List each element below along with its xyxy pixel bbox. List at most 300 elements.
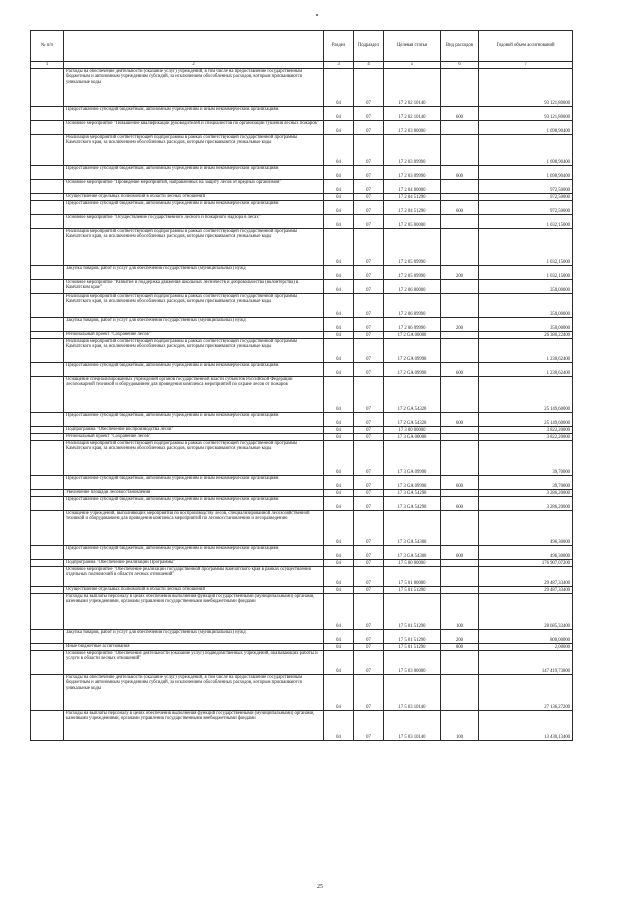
target-article-code: 17 3 GA 54290: [384, 490, 441, 497]
target-article-code: 17 3 GA 54290: [384, 497, 441, 511]
target-article-code: 17 3 GA 09990: [384, 441, 441, 476]
table-row: [31, 434, 573, 441]
expense-type-code: [441, 294, 479, 318]
column-number: 5: [384, 62, 441, 69]
razdel-code: 04: [324, 546, 354, 560]
podrazdel-code: 07: [354, 201, 384, 215]
column-number: 3: [324, 62, 354, 69]
item-name: Осуществление отдельных полномочий в области лесных отношений: [64, 194, 324, 201]
item-name: Реализация мероприятий соответствующей подпрограммы в рамках соответствующей государственной программы Камчатского края, за исключением обособленных расходов, которым присваиваются уникальные коды: [64, 294, 324, 318]
table-row: [31, 69, 573, 107]
target-article-code: 17 2 GA 09990: [384, 339, 441, 363]
podrazdel-code: 07: [354, 651, 384, 675]
podrazdel-code: 07: [354, 215, 384, 229]
expense-type-code: 600: [441, 201, 479, 215]
razdel-code: 04: [324, 441, 354, 476]
item-name: Основное мероприятие "Обеспечение деятельности (оказание услуг) подведомственных учреждений, оказывающих работы и услуги в области лесных отношений": [64, 651, 324, 675]
header-razdel: Раздел: [324, 31, 354, 62]
expense-type-code: [441, 427, 479, 434]
podrazdel-code: 07: [354, 587, 384, 594]
target-article-code: 17 5 03 00000: [384, 651, 441, 675]
item-name: Иные бюджетные ассигнования: [64, 644, 324, 651]
target-article-code: 17 2 03 09990: [384, 166, 441, 180]
table-row: [31, 363, 573, 377]
expense-type-code: [441, 434, 479, 441]
num-cell: [31, 294, 64, 318]
expense-type-code: 600: [441, 166, 479, 180]
item-name: Расходы на обеспечение деятельности (оказание услуг) учреждений, в том числе на предоставление государственным бюджетным и автономным учреждениям субсидий, за исключением обособленных расходов, которым присваиваются уникальные коды: [64, 69, 324, 107]
column-number: 7: [479, 62, 573, 69]
podrazdel-code: 07: [354, 339, 384, 363]
expense-type-code: [441, 587, 479, 594]
num-cell: [31, 441, 64, 476]
item-name: Предоставление субсидий бюджетным, автономным учреждениям и иным некоммерческим организациям: [64, 546, 324, 560]
num-cell: [31, 490, 64, 497]
annual-amount: 176 907,07200: [479, 560, 573, 567]
annual-amount: 93 121,80000: [479, 107, 573, 121]
table-row: [31, 651, 573, 675]
razdel-code: 04: [324, 194, 354, 201]
razdel-code: 04: [324, 135, 354, 166]
annual-amount: 1 230,62400: [479, 363, 573, 377]
num-cell: [31, 630, 64, 644]
annual-amount: 800,00000: [479, 630, 573, 644]
razdel-code: 04: [324, 476, 354, 490]
item-name: Увеличение площади лесовосстановления: [64, 490, 324, 497]
table-row: [31, 229, 573, 266]
item-name: Предоставление субсидий бюджетным, автономным учреждениям и иным некоммерческим организациям: [64, 363, 324, 377]
target-article-code: 17 3 GA 54300: [384, 511, 441, 546]
target-article-code: 17 2 05 00000: [384, 215, 441, 229]
podrazdel-code: 07: [354, 294, 384, 318]
num-cell: [31, 377, 64, 413]
num-cell: [31, 567, 64, 587]
annual-amount: 28 685,33400: [479, 594, 573, 630]
item-name: Расходы на обеспечение деятельности (оказание услуг) учреждений, в том числе на предоставление государственным бюджетным и автономным учреждениям субсидий, за исключением обособленных расходов, которым присваиваются уникальные коды: [64, 675, 324, 711]
podrazdel-code: 07: [354, 434, 384, 441]
num-cell: [31, 427, 64, 434]
header-num: № п/п: [31, 31, 64, 62]
razdel-code: 04: [324, 201, 354, 215]
column-number: 2: [64, 62, 324, 69]
podrazdel-code: 07: [354, 546, 384, 560]
table-row: [31, 332, 573, 339]
table-row: [31, 180, 573, 194]
razdel-code: 04: [324, 560, 354, 567]
table-row: [31, 266, 573, 280]
table-row: [31, 441, 573, 476]
item-name: Предоставление субсидий бюджетным, автономным учреждениям и иным некоммерческим организациям: [64, 413, 324, 427]
table-row: [31, 318, 573, 332]
podrazdel-code: 07: [354, 332, 384, 339]
num-cell: [31, 434, 64, 441]
target-article-code: 17 5 01 51290: [384, 594, 441, 630]
num-cell: [31, 363, 64, 377]
annual-amount: 350,00000: [479, 280, 573, 294]
table-row: [31, 476, 573, 490]
razdel-code: 04: [324, 651, 354, 675]
annual-amount: 39,70000: [479, 476, 573, 490]
item-name: Предоставление субсидий бюджетным, автономным учреждениям и иным некоммерческим организациям: [64, 107, 324, 121]
table-row: [31, 194, 573, 201]
annual-amount: 13 430,13400: [479, 711, 573, 741]
header-target-article: Целевая статья: [384, 31, 441, 62]
table-row: [31, 166, 573, 180]
annual-amount: 496,30000: [479, 546, 573, 560]
num-cell: [31, 644, 64, 651]
target-article-code: 17 3 00 00000: [384, 427, 441, 434]
target-article-code: 17 2 04 51290: [384, 194, 441, 201]
table-row: [31, 215, 573, 229]
target-article-code: 17 2 03 09990: [384, 135, 441, 166]
annual-amount: 26 380,22400: [479, 332, 573, 339]
razdel-code: 04: [324, 413, 354, 427]
target-article-code: 17 2 06 00000: [384, 280, 441, 294]
target-article-code: 17 3 GA 00000: [384, 434, 441, 441]
item-name: Региональный проект "Сохранение лесов": [64, 434, 324, 441]
num-cell: [31, 69, 64, 107]
expense-type-code: [441, 194, 479, 201]
item-name: Основное мероприятие "Повышение квалификации руководителей и специалистов по организации тушения лесных пожаров": [64, 121, 324, 135]
item-name: Закупка товаров, работ и услуг для обеспечения государственных (муниципальных) нужд: [64, 318, 324, 332]
num-cell: [31, 711, 64, 741]
razdel-code: 04: [324, 363, 354, 377]
razdel-code: 04: [324, 121, 354, 135]
annual-amount: 350,00000: [479, 294, 573, 318]
target-article-code: 17 5 03 10140: [384, 711, 441, 741]
razdel-code: 04: [324, 711, 354, 741]
annual-amount: 25 149,60000: [479, 377, 573, 413]
expense-type-code: 200: [441, 318, 479, 332]
table-row: [31, 107, 573, 121]
annual-amount: 1 698,90400: [479, 166, 573, 180]
razdel-code: 04: [324, 427, 354, 434]
podrazdel-code: 07: [354, 476, 384, 490]
table-row: [31, 201, 573, 215]
item-name: Расходы на выплаты персоналу в целях обеспечения выполнения функций государственными (муниципальными) органами, казенными учреждениями, органами управления государственными внебюджетными фондами: [64, 711, 324, 741]
column-number: 6: [441, 62, 479, 69]
num-cell: [31, 413, 64, 427]
num-cell: [31, 266, 64, 280]
target-article-code: 17 2 05 09990: [384, 266, 441, 280]
razdel-code: 04: [324, 69, 354, 107]
podrazdel-code: 07: [354, 511, 384, 546]
table-row: [31, 675, 573, 711]
annual-amount: 1 032,15000: [479, 266, 573, 280]
target-article-code: 17 5 01 51290: [384, 630, 441, 644]
expense-type-code: [441, 651, 479, 675]
razdel-code: 04: [324, 180, 354, 194]
podrazdel-code: 07: [354, 377, 384, 413]
razdel-code: 04: [324, 107, 354, 121]
razdel-code: 04: [324, 630, 354, 644]
expense-type-code: [441, 675, 479, 711]
podrazdel-code: 07: [354, 594, 384, 630]
razdel-code: 04: [324, 339, 354, 363]
razdel-code: 04: [324, 377, 354, 413]
annual-amount: 972,50000: [479, 180, 573, 194]
annual-amount: 27 136,27200: [479, 675, 573, 711]
podrazdel-code: 07: [354, 266, 384, 280]
item-name: Предоставление субсидий бюджетным, автономным учреждениям и иным некоммерческим организациям: [64, 166, 324, 180]
target-article-code: 17 5 01 51290: [384, 644, 441, 651]
annual-amount: 3 286,20000: [479, 497, 573, 511]
razdel-code: 04: [324, 166, 354, 180]
target-article-code: 17 2 GA 54320: [384, 413, 441, 427]
annual-amount: 350,00000: [479, 318, 573, 332]
num-cell: [31, 135, 64, 166]
expense-type-code: [441, 121, 479, 135]
column-number: 1: [31, 62, 64, 69]
expense-type-code: [441, 332, 479, 339]
annual-amount: 93 121,80000: [479, 69, 573, 107]
razdel-code: 04: [324, 490, 354, 497]
table-row: [31, 511, 573, 546]
annual-amount: 1 698,90400: [479, 121, 573, 135]
podrazdel-code: 07: [354, 427, 384, 434]
item-name: Основное мероприятие "Осуществление государственного лесного и пожарного надзора в лесах": [64, 215, 324, 229]
annual-amount: 3 286,20000: [479, 490, 573, 497]
annual-amount: 3 822,20000: [479, 427, 573, 434]
expense-type-code: [441, 490, 479, 497]
expense-type-code: [441, 135, 479, 166]
expense-type-code: 600: [441, 497, 479, 511]
table-row: [31, 490, 573, 497]
expense-type-code: 600: [441, 413, 479, 427]
podrazdel-code: 07: [354, 180, 384, 194]
expense-type-code: [441, 567, 479, 587]
num-cell: [31, 546, 64, 560]
item-name: Основное мероприятие "Обеспечение реализации государственной программы Камчатского края в рамках осуществления отдельных полномочий в области лесных отношений": [64, 567, 324, 587]
table-row: [31, 567, 573, 587]
header-podrazdel: Подраздел: [354, 31, 384, 62]
item-name: Предоставление субсидий бюджетным, автономным учреждениям и иным некоммерческим организациям: [64, 497, 324, 511]
num-cell: [31, 651, 64, 675]
table-body: [31, 69, 573, 741]
target-article-code: 17 5 00 00000: [384, 560, 441, 567]
expense-type-code: 200: [441, 266, 479, 280]
num-cell: [31, 511, 64, 546]
scan-speck: [316, 14, 318, 16]
expense-type-code: [441, 180, 479, 194]
razdel-code: 04: [324, 644, 354, 651]
item-name: Предоставление субсидий бюджетным, автономным учреждениям и иным некоммерческим организациям: [64, 476, 324, 490]
table-row: [31, 280, 573, 294]
item-name: Оснащение учреждений, выполняющих мероприятия по воспроизводству лесов, специализированной лесохозяйственной техникой и оборудованием для проведения комплекса мероприятий по лесовосстановлению и лесоразведению: [64, 511, 324, 546]
razdel-code: 04: [324, 280, 354, 294]
num-cell: [31, 121, 64, 135]
item-name: Закупка товаров, работ и услуг для обеспечения государственных (муниципальных) нужд: [64, 266, 324, 280]
column-number: 4: [354, 62, 384, 69]
podrazdel-code: 07: [354, 711, 384, 741]
annual-amount: 147 419,73800: [479, 651, 573, 675]
expense-type-code: 600: [441, 546, 479, 560]
expense-type-code: [441, 441, 479, 476]
podrazdel-code: 07: [354, 413, 384, 427]
podrazdel-code: 07: [354, 441, 384, 476]
podrazdel-code: 07: [354, 490, 384, 497]
annual-amount: 1 032,15000: [479, 215, 573, 229]
razdel-code: 04: [324, 434, 354, 441]
annual-amount: 1 032,15000: [479, 229, 573, 266]
annual-amount: 25 149,60000: [479, 413, 573, 427]
num-cell: [31, 107, 64, 121]
expense-type-code: [441, 377, 479, 413]
razdel-code: 04: [324, 215, 354, 229]
podrazdel-code: 07: [354, 135, 384, 166]
target-article-code: 17 2 GA 54320: [384, 377, 441, 413]
item-name: Оснащение специализированных учреждений органов государственной власти субъектов Российской Федерации лесопожарной техникой и оборудованием для проведения комплекса мероприятий по охране лесов от пожаров: [64, 377, 324, 413]
num-cell: [31, 339, 64, 363]
annual-amount: 3 822,20000: [479, 434, 573, 441]
item-name: Реализация мероприятий соответствующей подпрограммы в рамках соответствующей государственной программы Камчатского края, за исключением обособленных расходов, которым присваиваются уникальные коды: [64, 441, 324, 476]
annual-amount: 29 487,33400: [479, 567, 573, 587]
expense-type-code: [441, 339, 479, 363]
item-name: Реализация мероприятий соответствующей подпрограммы в рамках соответствующей государственной программы Камчатского края, за исключением обособленных расходов, которым присваиваются уникальные коды: [64, 339, 324, 363]
target-article-code: 17 2 05 09990: [384, 229, 441, 266]
num-cell: [31, 318, 64, 332]
table-row: [31, 546, 573, 560]
num-cell: [31, 587, 64, 594]
header-expense-type: Вид расходов: [441, 31, 479, 62]
item-name: Основное мероприятие "Развитие и поддержка движения школьных лесничеств и добровольчества (волонтерства) в Камчатском крае": [64, 280, 324, 294]
podrazdel-code: 07: [354, 630, 384, 644]
podrazdel-code: 07: [354, 280, 384, 294]
target-article-code: 17 2 GA 00000: [384, 332, 441, 339]
expense-type-code: [441, 229, 479, 266]
podrazdel-code: 07: [354, 229, 384, 266]
annual-amount: 29 487,33400: [479, 587, 573, 594]
target-article-code: 17 2 03 00000: [384, 121, 441, 135]
budget-table-sheet: [30, 30, 573, 741]
podrazdel-code: 07: [354, 318, 384, 332]
table-row: [31, 711, 573, 741]
table-row: [31, 294, 573, 318]
podrazdel-code: 07: [354, 567, 384, 587]
num-cell: [31, 332, 64, 339]
item-name: Региональный проект "Сохранение лесов": [64, 332, 324, 339]
podrazdel-code: 07: [354, 194, 384, 201]
razdel-code: 04: [324, 294, 354, 318]
target-article-code: 17 2 04 00000: [384, 180, 441, 194]
item-name: Осуществление отдельных полномочий в области лесных отношений: [64, 587, 324, 594]
podrazdel-code: 07: [354, 107, 384, 121]
table-row: [31, 121, 573, 135]
target-article-code: 17 2 02 10140: [384, 107, 441, 121]
expense-type-code: [441, 280, 479, 294]
annual-amount: 972,50000: [479, 194, 573, 201]
razdel-code: 04: [324, 587, 354, 594]
razdel-code: 04: [324, 567, 354, 587]
target-article-code: 17 2 GA 09990: [384, 363, 441, 377]
table-row: [31, 594, 573, 630]
target-article-code: 17 3 GA 09990: [384, 476, 441, 490]
target-article-code: 17 2 04 51290: [384, 201, 441, 215]
podrazdel-code: 07: [354, 121, 384, 135]
expense-type-code: [441, 560, 479, 567]
razdel-code: 04: [324, 511, 354, 546]
podrazdel-code: 07: [354, 560, 384, 567]
num-cell: [31, 201, 64, 215]
target-article-code: 17 2 06 09990: [384, 318, 441, 332]
table-row: [31, 427, 573, 434]
item-name: Предоставление субсидий бюджетным, автономным учреждениям и иным некоммерческим организациям: [64, 201, 324, 215]
num-cell: [31, 280, 64, 294]
expense-type-code: 600: [441, 476, 479, 490]
table-header-row: [31, 31, 573, 62]
table-row: [31, 587, 573, 594]
table-row: [31, 644, 573, 651]
item-name: Подпрограмма "Обеспечение реализации Программы": [64, 560, 324, 567]
num-cell: [31, 560, 64, 567]
page-number: 25: [317, 884, 323, 890]
num-cell: [31, 675, 64, 711]
item-name: Основное мероприятие "Проведение мероприятий, направленных на защиту лесов от вредных организмов": [64, 180, 324, 194]
podrazdel-code: 07: [354, 497, 384, 511]
expense-type-code: [441, 511, 479, 546]
target-article-code: 17 2 06 09990: [384, 294, 441, 318]
num-cell: [31, 229, 64, 266]
table-row: [31, 135, 573, 166]
num-cell: [31, 594, 64, 630]
razdel-code: 04: [324, 594, 354, 630]
expense-type-code: 600: [441, 107, 479, 121]
expense-type-code: 100: [441, 711, 479, 741]
item-name: Расходы на выплаты персоналу в целях обеспечения выполнения функций государственными (муниципальными) органами, казенными учреждениями, органами управления государственными внебюджетными фондами: [64, 594, 324, 630]
num-cell: [31, 194, 64, 201]
expense-type-code: [441, 215, 479, 229]
header-name: [64, 31, 324, 62]
item-name: Закупка товаров, работ и услуг для обеспечения государственных (муниципальных) нужд: [64, 630, 324, 644]
annual-amount: 39,70000: [479, 441, 573, 476]
num-cell: [31, 180, 64, 194]
num-cell: [31, 497, 64, 511]
target-article-code: 17 3 GA 54300: [384, 546, 441, 560]
podrazdel-code: 07: [354, 166, 384, 180]
item-name: Реализация мероприятий соответствующей подпрограммы в рамках соответствующей государственной программы Камчатского края, за исключением обособленных расходов, которым присваиваются уникальные коды: [64, 229, 324, 266]
razdel-code: 04: [324, 318, 354, 332]
podrazdel-code: 07: [354, 675, 384, 711]
table-row: [31, 630, 573, 644]
target-article-code: 17 5 01 00000: [384, 567, 441, 587]
expense-type-code: 100: [441, 594, 479, 630]
item-name: Подпрограмма "Обеспечение воспроизводства лесов": [64, 427, 324, 434]
annual-amount: 496,30000: [479, 511, 573, 546]
table-row: [31, 413, 573, 427]
podrazdel-code: 07: [354, 363, 384, 377]
item-name: Реализация мероприятий соответствующей подпрограммы в рамках соответствующей государственной программы Камчатского края, за исключением обособленных расходов, которым присваиваются уникальные коды: [64, 135, 324, 166]
razdel-code: 04: [324, 266, 354, 280]
annual-amount: 1 230,62400: [479, 339, 573, 363]
expense-type-code: 600: [441, 363, 479, 377]
target-article-code: 17 5 01 51290: [384, 587, 441, 594]
table-row: [31, 377, 573, 413]
expense-type-code: 200: [441, 630, 479, 644]
budget-allocation-table: [30, 30, 573, 741]
annual-amount: 972,50000: [479, 201, 573, 215]
podrazdel-code: 07: [354, 69, 384, 107]
razdel-code: 04: [324, 497, 354, 511]
column-number-row: [31, 62, 573, 69]
annual-amount: 2,00000: [479, 644, 573, 651]
num-cell: [31, 215, 64, 229]
annual-amount: 1 698,90400: [479, 135, 573, 166]
num-cell: [31, 166, 64, 180]
target-article-code: 17 2 02 10140: [384, 69, 441, 107]
expense-type-code: [441, 69, 479, 107]
razdel-code: 04: [324, 332, 354, 339]
razdel-code: 04: [324, 229, 354, 266]
